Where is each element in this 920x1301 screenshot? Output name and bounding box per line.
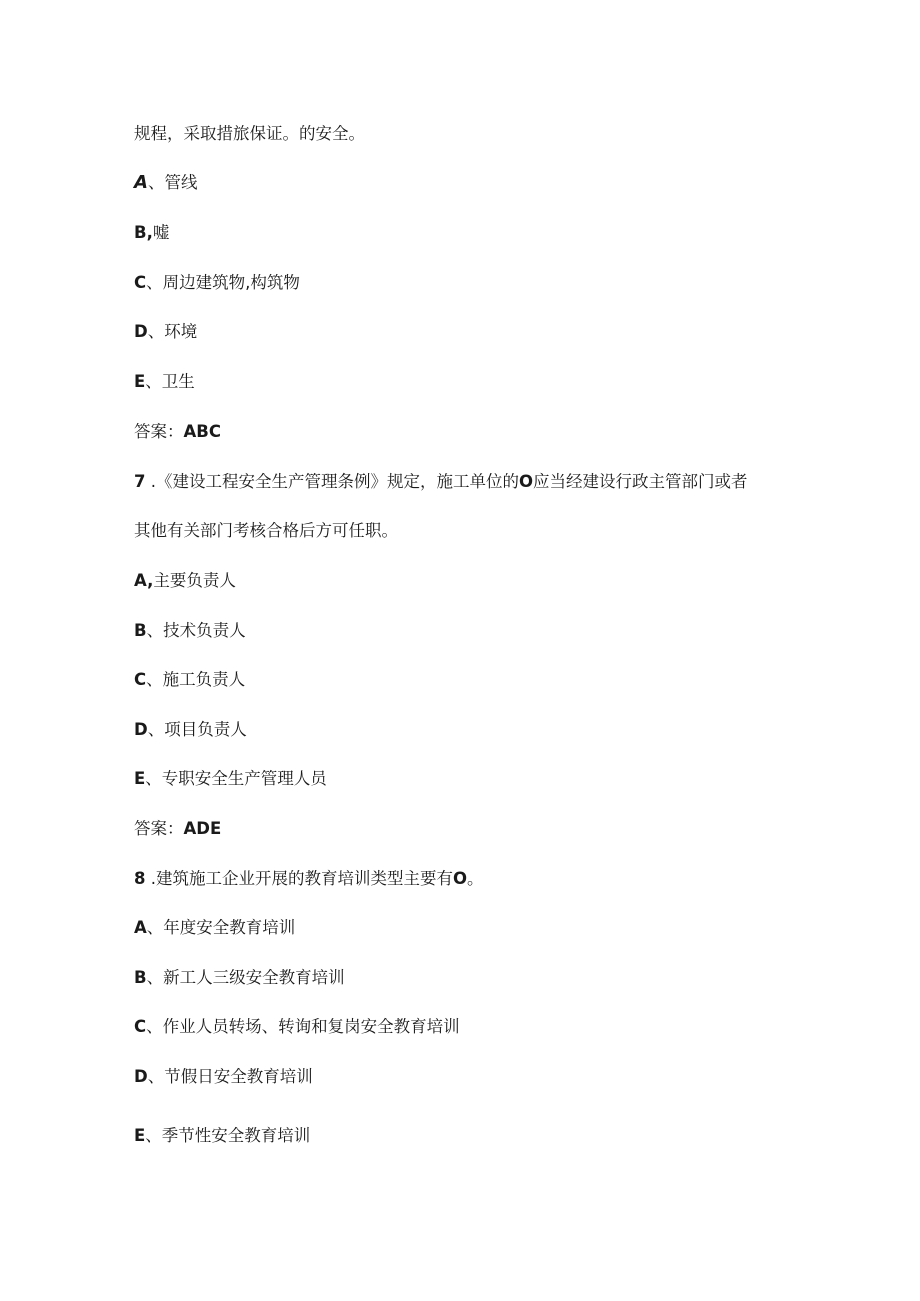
- answer-key: ABC: [183, 422, 221, 441]
- q6-option-a: [134, 172, 197, 194]
- q6-option-d: [134, 321, 197, 343]
- option-text: 、新工人三级安全教育培训: [146, 968, 345, 987]
- option-label: E: [134, 372, 146, 391]
- option-text: 、环境: [147, 322, 198, 341]
- option-label: A: [134, 918, 147, 937]
- q7-option-b: [134, 620, 246, 642]
- q6-option-c: [134, 272, 300, 294]
- q8-option-d: [134, 1066, 313, 1088]
- question-text: .建筑施工企业开展的教育培训类型主要有: [145, 869, 453, 888]
- question-number: 7: [134, 472, 146, 491]
- question-6-tail: [134, 123, 365, 145]
- q7-option-d: [134, 719, 247, 741]
- q7-answer: [134, 818, 221, 840]
- question-6-text: 规程，采取措旅保证。的安全。: [134, 124, 365, 143]
- q6-option-b: [134, 222, 169, 244]
- question-text: 。: [467, 869, 484, 888]
- question-text: 其他有关部门考核合格后方可任职。: [134, 521, 398, 540]
- option-text: 、节假日安全教育培训: [147, 1067, 313, 1086]
- answer-prefix: 答案：: [134, 422, 184, 441]
- option-label: C: [134, 1017, 147, 1036]
- q6-answer: [134, 421, 221, 443]
- option-text: 、周边建筑物,构筑物: [146, 273, 300, 292]
- option-text: 嘘: [152, 223, 170, 242]
- option-text: 、施工负责人: [146, 670, 246, 689]
- question-text: .《建设工程安全生产管理条例》规定，施工单位的: [145, 472, 519, 491]
- q8-option-b: [134, 967, 345, 989]
- q7-option-a: [134, 570, 236, 592]
- option-label: B: [134, 968, 147, 987]
- option-label: C: [134, 273, 147, 292]
- answer-prefix: 答案：: [134, 819, 184, 838]
- q7-option-c: [134, 669, 245, 691]
- option-text: 、卫生: [145, 372, 195, 391]
- option-label: B: [134, 621, 147, 640]
- option-label: A,: [134, 571, 154, 590]
- question-8: [134, 868, 484, 890]
- option-text: 、年度安全教育培训: [146, 918, 296, 937]
- option-label: D: [134, 322, 148, 341]
- option-text: 、技术负责人: [146, 621, 246, 640]
- option-label: E: [134, 769, 146, 788]
- q8-option-e: [134, 1125, 310, 1147]
- option-label: D: [134, 1067, 148, 1086]
- question-number: 8: [134, 869, 146, 888]
- option-label: E: [134, 1126, 146, 1145]
- q8-option-a: [134, 917, 295, 939]
- option-text: 、管线: [147, 173, 198, 192]
- question-blank: O: [518, 472, 534, 491]
- option-text: 、专职安全生产管理人员: [145, 769, 327, 788]
- option-text: 、作业人员转场、转询和复岗安全教育培训: [146, 1017, 460, 1036]
- option-text: 、项目负责人: [147, 720, 247, 739]
- answer-key: ADE: [183, 819, 222, 838]
- option-label: A: [134, 172, 148, 193]
- question-text: 应当经建设行政主管部门或者: [533, 472, 748, 491]
- option-label: D: [134, 720, 148, 739]
- question-7-line-1: [134, 471, 748, 493]
- q8-option-c: [134, 1016, 460, 1038]
- q7-option-e: [134, 768, 327, 790]
- option-text: 主要负责人: [153, 571, 236, 590]
- option-label: C: [134, 670, 147, 689]
- question-blank: O: [452, 869, 468, 888]
- option-text: 、季节性安全教育培训: [145, 1126, 311, 1145]
- q6-option-e: [134, 371, 195, 393]
- question-7-line-2: [134, 520, 398, 542]
- option-label: B,: [134, 223, 153, 242]
